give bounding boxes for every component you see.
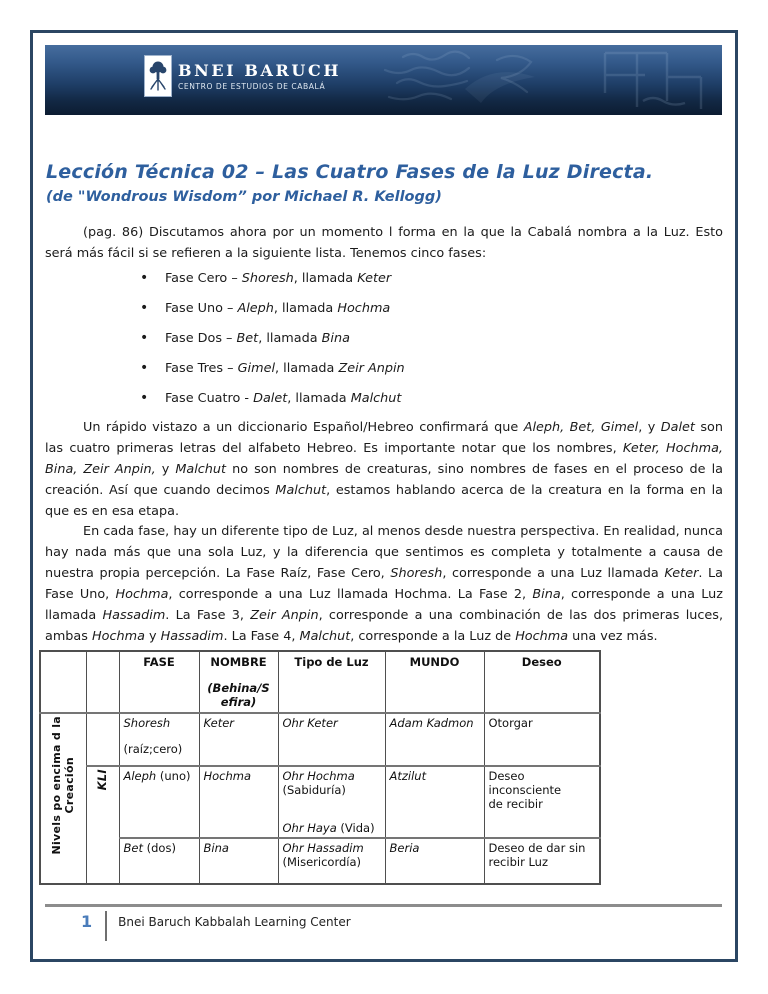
lesson-title: Lección Técnica 02 – Las Cuatro Fases de la Luz Directa. — [46, 161, 654, 183]
cell-tipo-de-luz: Ohr Keter — [278, 713, 385, 766]
tree-logo-icon — [145, 56, 171, 96]
col-header-tipo-de-luz: Tipo de Luz — [278, 651, 385, 713]
cell-fase: Aleph (uno) — [119, 766, 199, 838]
paragraph-intro: (pag. 86) Discutamos ahora por un momento l forma en la que la Cabalá nombra a la Luz. Esto será más fácil si se refieren a la siguiente lista. Tenemos cinco fases: — [45, 225, 723, 261]
phase-list — [140, 271, 405, 421]
vertical-label-kli: KLI — [95, 769, 109, 791]
cell-deseo: Deseo inconsciente de recibir — [484, 766, 600, 838]
cell-deseo: Deseo de dar sin recibir Luz — [484, 838, 600, 884]
cell-tipo-de-luz: Ohr Hochma (Sabiduría) Ohr Haya (Vida) — [278, 766, 385, 838]
col-header-deseo: Deseo — [484, 651, 600, 713]
cell-nombre: Keter — [199, 713, 278, 766]
document-page — [30, 30, 738, 962]
col-header-mundo: MUNDO — [385, 651, 484, 713]
list-item: • Fase Cuatro - Dalet, llamada Malchut — [140, 391, 405, 407]
footer-text: Bnei Baruch Kabbalah Learning Center — [118, 915, 351, 929]
row-group-label-niveles — [40, 713, 86, 884]
phases-table — [39, 650, 601, 885]
table-header-row — [40, 651, 600, 713]
list-item: • Fase Dos – Bet, llamada Bina — [140, 331, 405, 347]
table-row-aleph — [40, 766, 600, 838]
bnei-baruch-logo — [145, 56, 341, 96]
paragraph-lights: En cada fase, hay un diferente tipo de Luz, al menos desde nuestra perspectiva. En realidad, nunca hay nada más que una sola Luz, y la diferencia que sentimos es completa y totalmente a causa de nuestra propia percepción. La Fase Raíz, Fase Cero, Shoresh, corresponde a una Luz llamada Keter. La Fase Uno, Hochma, corresponde a una Luz llamada Hochma. La Fase 2, Bina, corresponde a una Luz llamada Hassadim. La Fase 3, Zeir Anpin, corresponde a una combinación de las dos primeras luces, ambas Hochma y Hassadim. La Fase 4, Malchut, corresponde a la Luz de Hochma una vez más. — [45, 524, 724, 644]
list-item: • Fase Uno – Aleph, llamada Hochma — [140, 301, 405, 317]
vertical-label-niveles: Nivels po encima d la Creación — [50, 716, 77, 855]
list-item: • Fase Tres – Gimel, llamada Zeir Anpin — [140, 361, 405, 377]
page-footer — [45, 904, 722, 941]
cell-mundo: Atzilut — [385, 766, 484, 838]
table-corner-cell — [40, 651, 86, 713]
table-corner-cell-2 — [86, 651, 119, 713]
paragraph-alphabet: Un rápido vistazo a un diccionario Español/Hebreo confirmará que Aleph, Bet, Gimel, y Dalet son las cuatro primeras letras del alfabeto Hebreo. Es importante notar que los nombres, Keter, Hochma, Bina, Zeir Anpin, y Malchut no son nombres de creaturas, sino nombres de fases en el proceso de la creación. Así que cuando decimos Malchut, estamos hablando acerca de la creatura en la forma en la que es en esa etapa. — [45, 420, 723, 519]
list-item: • Fase Cero – Shoresh, llamada Keter — [140, 271, 405, 287]
cell-mundo: Beria — [385, 838, 484, 884]
cell-fase: Shoresh (raíz;cero) — [119, 713, 199, 766]
logo-text — [178, 56, 341, 91]
cell-tipo-de-luz: Ohr Hassadim (Misericordía) — [278, 838, 385, 884]
cell-mundo: Adam Kadmon — [385, 713, 484, 766]
footer-row — [81, 907, 722, 941]
logo-title: BNEI BARUCH — [178, 61, 342, 80]
footer-divider — [105, 911, 107, 941]
col-header-nombre: NOMBRE (Behina/S efira) — [199, 651, 278, 713]
cell-nombre: Hochma — [199, 766, 278, 838]
cell-fase: Bet (dos) — [119, 838, 199, 884]
row-group-label-kli — [86, 766, 119, 884]
cell-nombre: Bina — [199, 838, 278, 884]
page-number: 1 — [81, 912, 93, 931]
header-banner — [45, 45, 722, 115]
col-header-fase: FASE — [119, 651, 199, 713]
cell-deseo: Otorgar — [484, 713, 600, 766]
empty-cell — [86, 713, 119, 766]
table-row-bet — [40, 838, 600, 884]
table-row-shoresh — [40, 713, 600, 766]
lesson-subtitle: (de "Wondrous Wisdom” por Michael R. Kellogg) — [46, 189, 442, 205]
logo-subtitle: CENTRO DE ESTUDIOS DE CABALÁ — [178, 82, 326, 91]
